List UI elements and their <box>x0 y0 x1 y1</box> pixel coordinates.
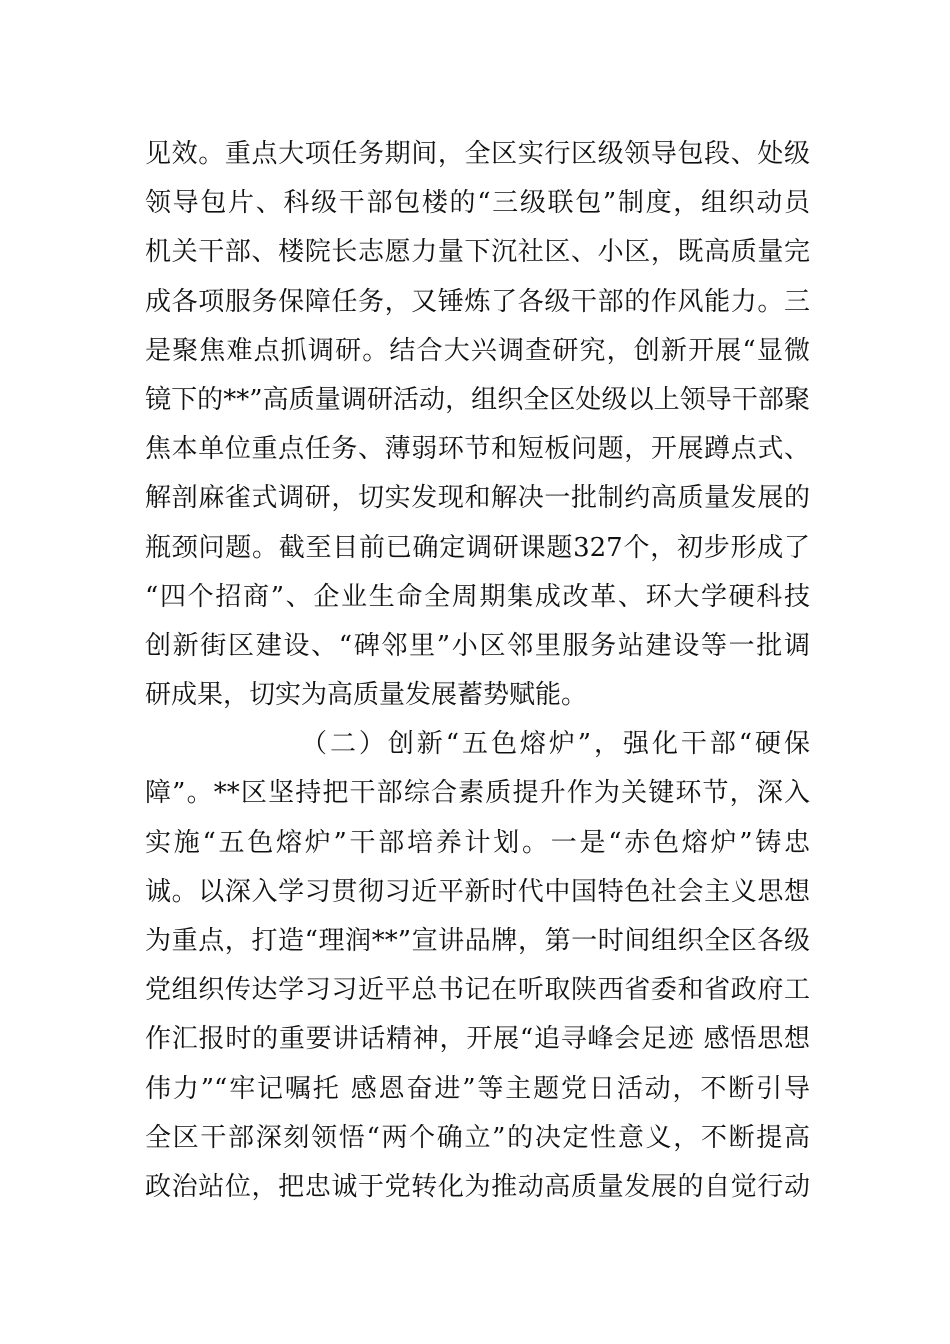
text-line: 政治站位，把忠诚于党转化为推动高质量发展的自觉行动 <box>145 1171 810 1202</box>
text-line: 见效。重点大项任务期间，全区实行区级领导包段、处级 <box>145 139 810 169</box>
body-text <box>145 130 810 1212</box>
text-line: 成各项服务保障任务，又锤炼了各级干部的作风能力。三 <box>145 286 810 317</box>
text-line: 瓶颈问题。截至目前已确定调研课题327个，初步形成了 <box>145 532 810 563</box>
text-line: “四个招商”、企业生命全周期集成改革、环大学硬科技 <box>145 581 810 612</box>
text-line: 全区干部深刻领悟“两个确立”的决定性意义，不断提高 <box>145 1122 810 1153</box>
text-line: 诚。以深入学习贯彻习近平新时代中国特色社会主义思想 <box>145 876 810 907</box>
text-line: 领导包片、科级干部包楼的“三级联包”制度，组织动员 <box>145 188 810 219</box>
text-line: 伟力”“牢记嘱托 感恩奋进”等主题党日活动，不断引导 <box>145 1073 810 1104</box>
text-line: 为重点，打造“理润**”宣讲品牌，第一时间组织全区各级 <box>145 926 810 956</box>
text-line: 焦本单位重点任务、薄弱环节和短板问题，开展蹲点式、 <box>145 434 810 465</box>
text-line: 是聚焦难点抓调研。结合大兴调查研究，创新开展“显微 <box>145 335 810 366</box>
text-line: 作汇报时的重要讲话精神，开展“追寻峰会足迹 感悟思想 <box>145 1024 810 1055</box>
text-line: 障”。**区坚持把干部综合素质提升作为关键环节，深入 <box>145 778 810 809</box>
paragraph-end-line: 研成果，切实为高质量发展蓄势赋能。 <box>145 680 588 711</box>
text-line: 解剖麻雀式调研，切实发现和解决一批制约高质量发展的 <box>145 483 810 514</box>
text-line: 机关干部、楼院长志愿力量下沉社区、小区，既高质量完 <box>145 237 810 268</box>
text-line: 创新街区建设、“碑邻里”小区邻里服务站建设等一批调 <box>145 630 810 661</box>
text-line: 镜下的**”高质量调研活动，组织全区处级以上领导干部聚 <box>145 384 810 415</box>
section-heading-line: （二）创新“五色熔炉”，强化干部“硬保 <box>301 729 810 760</box>
text-line: 实施“五色熔炉”干部培养计划。一是“赤色熔炉”铸忠 <box>145 827 810 858</box>
text-line: 党组织传达学习习近平总书记在听取陕西省委和省政府工 <box>145 975 810 1006</box>
